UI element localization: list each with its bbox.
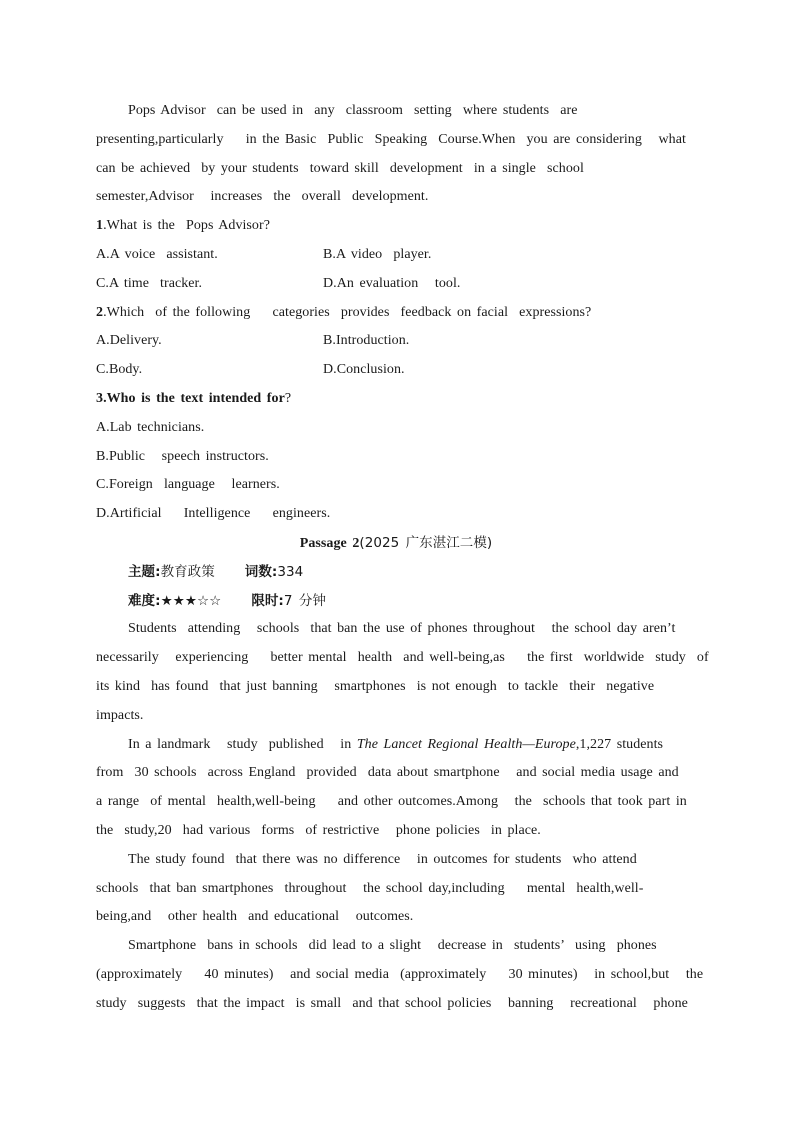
p4-line-3: study suggests that the impact is small and that school policies banning recreational phone bbox=[96, 995, 688, 1011]
difficulty-stars: ★★★☆☆ bbox=[160, 592, 222, 609]
question-1-options-row-2 bbox=[96, 270, 696, 299]
q1-option-b: B.A video player. bbox=[323, 246, 432, 262]
p2-line-2: from 30 schools across England provided data about smartphone and social media usage and bbox=[96, 765, 679, 781]
q2-option-c: C.Body. bbox=[96, 362, 143, 378]
q1-option-a: A.A voice assistant. bbox=[96, 246, 218, 262]
intro-line-2: presenting,particularly in the Basic Public Speaking Course.When you are considering what bbox=[96, 131, 686, 147]
q1-option-c: C.A time tracker. bbox=[96, 275, 203, 291]
question-2-options-row-1 bbox=[96, 327, 696, 356]
passage-meta-topic bbox=[96, 558, 696, 587]
question-2-options-row-2 bbox=[96, 356, 696, 385]
p1-line-1: Students attending schools that ban the use of phones throughout the school day aren’t bbox=[128, 621, 676, 637]
question-2 bbox=[96, 299, 696, 328]
question-2-text: .Which of the following categories provides feedback on facial expressions? bbox=[103, 304, 592, 320]
q3-option-c: C.Foreign language learners. bbox=[96, 477, 280, 493]
difficulty-label: 难度: bbox=[128, 592, 161, 609]
passage-source: (2025 广东湛江二模) bbox=[359, 534, 493, 551]
p2-line-3: a range of mental health,well-being and other outcomes.Among the schools that took part in bbox=[96, 794, 687, 810]
intro-line-3: can be achieved by your students toward skill development in a single school bbox=[96, 160, 584, 176]
p2-end: ,1,227 students bbox=[575, 736, 664, 752]
journal-name: The Lancet Regional Health—Europe bbox=[356, 736, 576, 752]
question-3 bbox=[96, 385, 696, 414]
q2-option-a: A.Delivery. bbox=[96, 333, 162, 349]
question-1-number: 1 bbox=[96, 218, 104, 234]
q1-option-d: D.An evaluation tool. bbox=[323, 275, 461, 291]
q2-option-d: D.Conclusion. bbox=[323, 362, 405, 378]
intro-line-4: semester,Advisor increases the overall development. bbox=[96, 189, 429, 205]
question-1-options-row-1 bbox=[96, 241, 696, 270]
p2-line-1 bbox=[96, 731, 696, 760]
q3-option-b: B.Public speech instructors. bbox=[96, 448, 269, 464]
words-value: 334 bbox=[277, 563, 304, 580]
p2-line-4: the study,20 had various forms of restrictive phone policies in place. bbox=[96, 822, 541, 838]
question-2-number: 2 bbox=[96, 304, 104, 320]
words-label: 词数: bbox=[244, 563, 278, 580]
p3-line-2: schools that ban smartphones throughout the school day,including mental health,well- bbox=[96, 880, 644, 896]
intro-line-1: Pops Advisor can be used in any classroom setting where students are bbox=[128, 103, 578, 118]
time-value: 7 分钟 bbox=[283, 592, 326, 609]
passage-heading bbox=[96, 529, 696, 558]
question-3-number: 3 bbox=[96, 390, 104, 406]
time-label: 限时: bbox=[251, 592, 284, 609]
passage-meta-difficulty bbox=[96, 587, 696, 616]
q2-option-b: B.Introduction. bbox=[323, 333, 410, 349]
question-1-text: .What is the Pops Advisor? bbox=[103, 218, 270, 234]
p4-line-2: (approximately 40 minutes) and social media (approximately 30 minutes) in school,but the bbox=[96, 966, 704, 982]
document-page bbox=[96, 97, 709, 1019]
question-3-suffix: ? bbox=[284, 390, 292, 406]
p4-line-1: Smartphone bans in schools did lead to a slight decrease in students’ using phones bbox=[128, 938, 657, 954]
p3-line-1: The study found that there was no difference in outcomes for students who attend bbox=[128, 851, 637, 867]
p1-line-3: its kind has found that just banning smartphones is not enough to tackle their negative bbox=[96, 678, 655, 694]
q3-option-a: A.Lab technicians. bbox=[96, 419, 205, 435]
q3-option-d: D.Artificial Intelligence engineers. bbox=[96, 506, 331, 522]
p2-start: In a landmark study published in bbox=[128, 736, 357, 752]
question-1 bbox=[96, 212, 696, 241]
p3-line-3: being,and other health and educational outcomes. bbox=[96, 909, 414, 925]
topic-label: 主题: bbox=[128, 563, 161, 580]
passage-title: Passage 2 bbox=[299, 535, 360, 551]
topic-value: 教育政策 bbox=[160, 563, 215, 580]
p1-line-2: necessarily experiencing better mental health and well-being,as the first worldwide study of bbox=[96, 650, 709, 666]
p1-line-4: impacts. bbox=[96, 707, 144, 723]
question-3-text: .Who is the text intended for bbox=[103, 390, 285, 406]
